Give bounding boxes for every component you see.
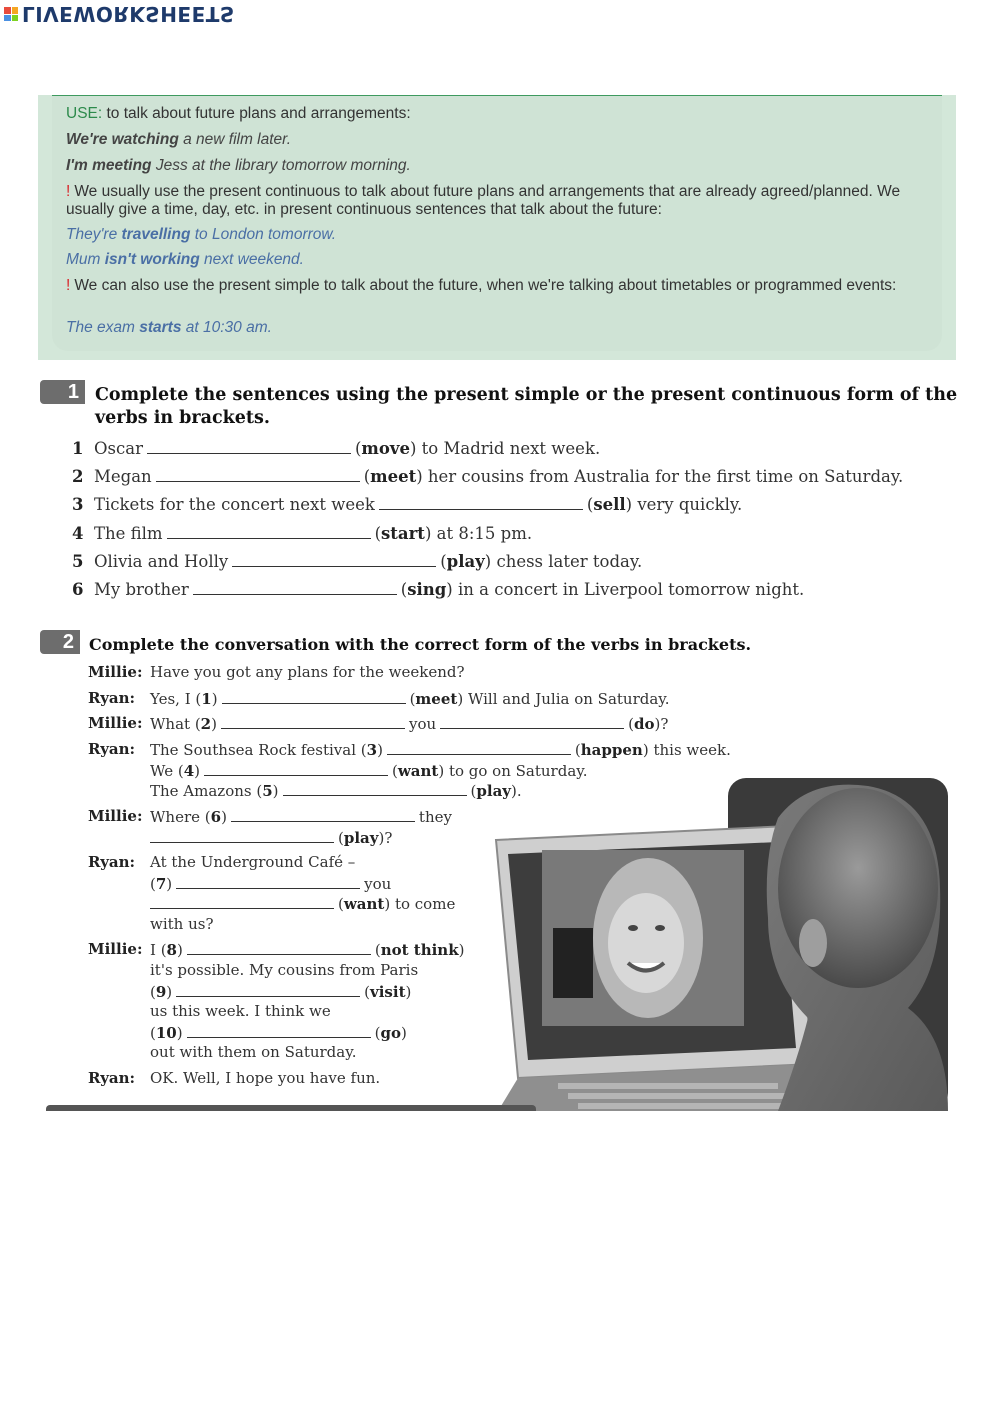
dialogue-line: The Amazons (5) (play). [150,782,522,800]
answer-blank[interactable] [176,874,360,889]
answer-blank[interactable] [440,714,624,729]
answer-blank[interactable] [147,439,351,454]
dialogue-line: The Southsea Rock festival (3) (happen) this week. [150,741,731,759]
note-2: ! We can also use the present simple to talk about the future, when we're talking about timetables or programmed events: [66,277,897,294]
answer-blank[interactable] [379,495,583,510]
dialogue-line: Yes, I (1) (meet) Will and Julia on Saturday. [150,690,670,708]
answer-blank[interactable] [176,982,360,997]
warning-icon: ! [66,277,71,294]
example-2: I'm meeting Jess at the library tomorrow morning. [66,157,411,174]
ex1-item-2: 2 Megan (meet) her cousins from Australia for the first time on Saturday. [72,467,904,486]
exercise-2-instruction: Complete the conversation with the correct form of the verbs in brackets. [89,635,752,654]
speaker-millie: Millie: [88,807,143,825]
exercise-2-number: 2 [40,630,80,654]
dialogue-line: We (4) (want) to go on Saturday. [150,762,588,780]
dialogue-line: (9) (visit) [150,983,412,1001]
speaker-ryan: Ryan: [88,1069,136,1087]
example-3: They're travelling to London tomorrow. [66,226,337,243]
speaker-ryan: Ryan: [88,853,136,871]
use-heading: USE: to talk about future plans and arrangements: [66,105,411,122]
note-1: ! We usually use the present continuous to talk about future plans and arrangements that are already agreed/planned. We usually give a time, day, etc. in present continuous sentences that talk about the future: [66,183,901,218]
logo-mark-icon [4,7,18,21]
dialogue-line: I (8) (not think) [150,941,465,959]
dialogue-line: OK. Well, I hope you have fun. [150,1069,381,1087]
photo-illustration [478,778,948,1111]
answer-blank[interactable] [187,1023,371,1038]
speaker-ryan: Ryan: [88,689,136,707]
answer-blank[interactable] [204,761,388,776]
dialogue-line: out with them on Saturday. [150,1043,357,1061]
speaker-ryan: Ryan: [88,740,136,758]
ex1-item-1: 1 Oscar (move) to Madrid next week. [72,439,601,458]
dialogue-line: Have you got any plans for the weekend? [150,663,465,681]
answer-blank[interactable] [150,828,334,843]
section-divider [46,1105,536,1111]
answer-blank[interactable] [221,714,405,729]
logo-text: LIVEWORKSHEETS [22,2,235,26]
dialogue-line: (10) (go) [150,1024,407,1042]
dialogue-line: At the Underground Café – [150,853,356,871]
dialogue-line: (7) you [150,875,392,893]
ex1-item-5: 5 Olivia and Holly (play) chess later today. [72,552,643,571]
speaker-millie: Millie: [88,714,143,732]
exercise-1-number: 1 [40,380,85,404]
grammar-use-box [38,95,956,360]
dialogue-line: with us? [150,915,214,933]
warning-icon: ! [66,183,71,200]
ex1-item-4: 4 The film (start) at 8:15 pm. [72,524,533,543]
answer-blank[interactable] [222,689,406,704]
laptop-video-call-photo [478,778,948,1111]
answer-blank[interactable] [150,894,334,909]
liveworksheets-logo [4,2,235,26]
dialogue-line: Where (6) they [150,808,452,826]
speaker-millie: Millie: [88,663,143,681]
dialogue-line: (play)? [150,828,392,847]
answer-blank[interactable] [187,940,371,955]
answer-blank[interactable] [156,467,360,482]
answer-blank[interactable] [232,552,436,567]
exercise-1-instruction: Complete the sentences using the present simple or the present continuous form of the verbs in brackets. [95,385,958,428]
answer-blank[interactable] [283,781,467,796]
answer-blank[interactable] [387,740,571,755]
ex1-item-3: 3 Tickets for the concert next week (sell) very quickly. [72,495,743,514]
speaker-millie: Millie: [88,940,143,958]
answer-blank[interactable] [167,524,371,539]
example-5: The exam starts at 10:30 am. [66,319,272,336]
dialogue-line: (want) to come [150,894,455,913]
example-1: We're watching a new film later. [66,131,292,148]
dialogue-line: What (2) you (do)? [150,715,669,733]
answer-blank[interactable] [231,807,415,822]
dialogue-line: it's possible. My cousins from Paris [150,961,419,979]
dialogue-line: us this week. I think we [150,1002,331,1020]
answer-blank[interactable] [193,580,397,595]
example-4: Mum isn't working next weekend. [66,251,304,268]
ex1-item-6: 6 My brother (sing) in a concert in Liverpool tomorrow night. [72,580,805,599]
